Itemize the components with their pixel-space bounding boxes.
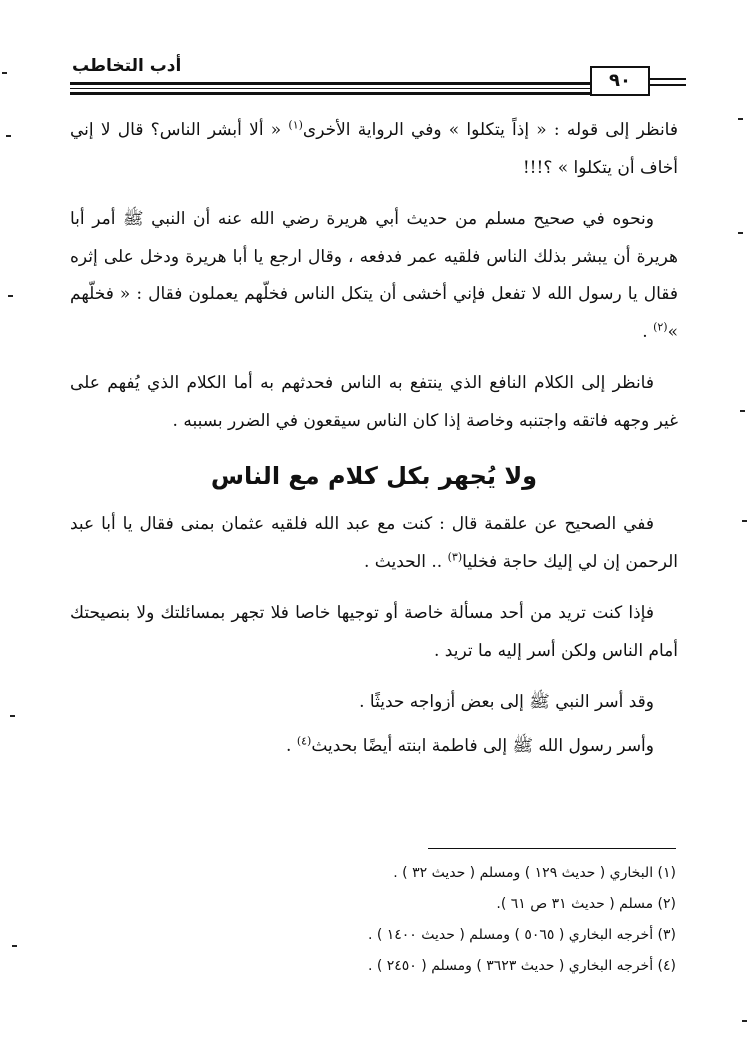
footnote-ref-4[interactable]: (٤) [296, 733, 312, 747]
header-rule-thick-lower [70, 92, 590, 95]
paragraph-5: فإذا كنت تريد من أحد مسألة خاصة أو توجيها خاصا فلا تجهر بمسائلتك ولا بنصيحتك أمام الناس ولكن أسر إليه ما تريد . [70, 603, 678, 661]
scan-speck [2, 72, 7, 74]
header-rule-right [650, 78, 686, 80]
paragraph-1-rest: « ألا أبشر الناس؟ قال لا إني أخاف أن يتكلوا » ؟!!! [70, 120, 678, 178]
scan-speck [738, 232, 743, 234]
footnote-1: (١) البخاري ( حديث ١٢٩ ) ومسلم ( حديث ٣٢ ) . [393, 865, 676, 881]
paragraph-6: وقد أسر النبي ﷺ إلى بعض أزواجه حديثًا . [359, 692, 654, 712]
running-title: أدب التخاطب [72, 56, 182, 76]
paragraph-1 [70, 112, 678, 187]
scan-speck [740, 410, 745, 412]
section-heading: ولا يُجهر بكل كلام مع الناس [210, 462, 538, 490]
scan-speck [742, 520, 747, 522]
header-rule-thin [70, 88, 590, 89]
paragraph-7 [70, 728, 678, 766]
scan-speck [12, 945, 17, 947]
page-number: ٩٠ [590, 66, 650, 96]
footnotes [200, 858, 676, 982]
paragraph-2-end: . [642, 321, 654, 342]
paragraph-2 [70, 201, 678, 351]
paragraph-3: فانظر إلى الكلام النافع الذي ينتفع به الناس فحدثهم به أما الكلام الذي يُفهم على غير وجهه فاتقه واجتنبه وخاصة إذا كان الناس سيقعون في الضرر بسببه . [70, 373, 678, 431]
scan-speck [6, 135, 11, 137]
footnote-3: (٣) أخرجه البخاري ( ٥٠٦٥ ) ومسلم ( حديث ١٤٠٠ ) . [367, 927, 676, 943]
footnote-separator [428, 848, 676, 849]
paragraph-4 [70, 506, 678, 581]
scan-speck [10, 715, 15, 717]
paragraph-4-end: .. الحديث . [363, 551, 448, 572]
footnote-4: (٤) أخرجه البخاري ( حديث ٣٦٢٣ ) ومسلم ( ٢٤٥٠ ) . [367, 958, 676, 974]
paragraph-1-text: فانظر إلى قوله : « إذاً يتكلوا » وفي الرواية الأخرى [302, 120, 678, 140]
paragraph-2-text: ونحوه في صحيح مسلم من حديث أبي هريرة رضي الله عنه أن النبي ﷺ أمر أبا هريرة أن يبشر بذلك الناس فلقيه عمر فدفعه ، وقال ارجع يا أبا هريرة ودخل على إثره فقال يا رسول الله لا تفعل فإني أخشى أن يتكل الناس فخلّهم يعملون فقال : « فخلّهم » [70, 209, 678, 342]
header-rule-right-lower [650, 84, 686, 86]
header-rule-thick [70, 82, 590, 85]
scan-speck [738, 118, 743, 120]
footnote-ref-1[interactable]: (١) [288, 118, 303, 132]
page-header [70, 52, 685, 102]
scan-speck [8, 295, 13, 297]
paragraph-4-text: ففي الصحيح عن علقمة قال : كنت مع عبد الله فلقيه عثمان بمنى فقال يا أبا عبد الرحمن إن لي إليك حاجة فخليا [70, 514, 678, 572]
footnote-ref-2[interactable]: (٢) [653, 319, 668, 333]
footnote-ref-3[interactable]: (٣) [447, 549, 463, 563]
page-body [70, 112, 678, 779]
scan-speck [742, 1020, 747, 1022]
footnote-2: (٢) مسلم ( حديث ٣١ ص ٦١ ). [496, 896, 676, 912]
paragraph-7-text: وأسر رسول الله ﷺ إلى فاطمة ابنته أيضًا بحديث [311, 735, 654, 756]
paragraph-7-end: . [286, 735, 297, 756]
